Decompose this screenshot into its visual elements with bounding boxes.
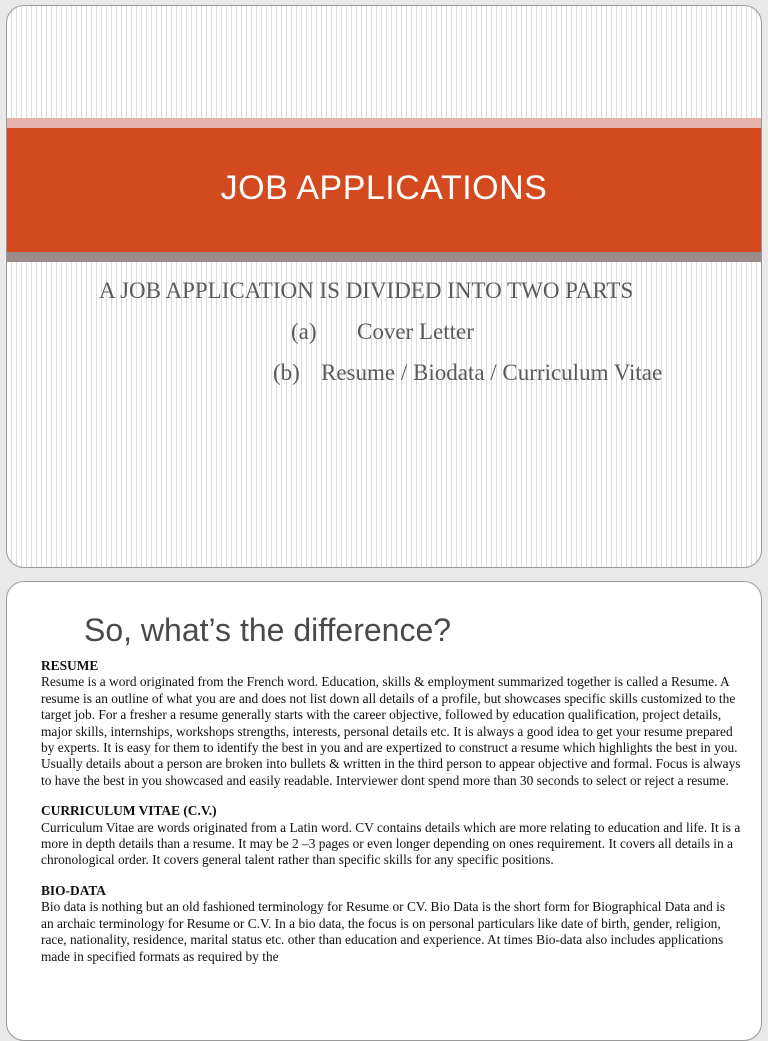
slide-body bbox=[41, 658, 741, 979]
section-body: Curriculum Vitae are words originated from a Latin word. CV contains details which are more relating to education and life. It is a more in depth details than a resume. It may be 2 –3 pages or even longer depending on ones requirement. It covers all details in a chronological order. It covers general talent rather than specific skills for any specific positions. bbox=[41, 819, 741, 868]
part-item-b bbox=[273, 358, 662, 388]
slide-subtitle: A JOB APPLICATION IS DIVIDED INTO TWO PARTS bbox=[99, 278, 634, 303]
section-body: Bio data is nothing but an old fashioned terminology for Resume or CV. Bio Data is the short form for Biographical Data and is an archaic terminology for Resume or C.V. In a bio data, the focus is on personal particulars like date of birth, gender, religion, race, nationality, residence, marital status etc. other than education and experience. At times Bio-data also includes applications made in specified formats as required by the bbox=[41, 899, 726, 964]
section-body: Resume is a word originated from the French word. Education, skills & employment summarized together is called a Resume. A resume is an outline of what you are and does not list down all details of a profile, but showcases specific skills customized to the target job. For a fresher a resume generally starts with the career objective, followed by education qualification, project details, major skills, internships, workshops strengths, interests, personal details etc. It is always a good idea to get your resume prepared by experts. It is easy for them to identify the best in you and are expertized to construct a resume which highlights the best in you. Usually details about a person are broken into bullets & written in the third person to appear objective and formal. Focus is always to have the best in you showcased and easily readable. Interviewer dont spend more than 30 seconds to select or reject a resume. bbox=[41, 674, 741, 788]
part-text: Cover Letter bbox=[357, 319, 474, 344]
title-band-bottom-stripe bbox=[7, 252, 761, 262]
part-item-a bbox=[291, 317, 474, 347]
section-curriculum-vitae bbox=[41, 803, 741, 869]
title-band-top-stripe bbox=[7, 118, 761, 128]
section-heading: BIO-DATA bbox=[41, 882, 106, 898]
slide-title: So, what’s the difference? bbox=[84, 612, 452, 648]
part-label: (a) bbox=[291, 319, 317, 344]
part-text: Resume / Biodata / Curriculum Vitae bbox=[321, 360, 663, 385]
slide-job-applications bbox=[6, 5, 762, 568]
part-label: (b) bbox=[273, 360, 300, 385]
section-heading: RESUME bbox=[41, 658, 99, 673]
section-heading: CURRICULUM VITAE (C.V.) bbox=[41, 803, 217, 819]
slide-title: JOB APPLICATIONS bbox=[220, 169, 548, 207]
section-bio-data bbox=[41, 883, 741, 965]
section-resume bbox=[41, 658, 741, 789]
slide-difference bbox=[6, 581, 762, 1041]
